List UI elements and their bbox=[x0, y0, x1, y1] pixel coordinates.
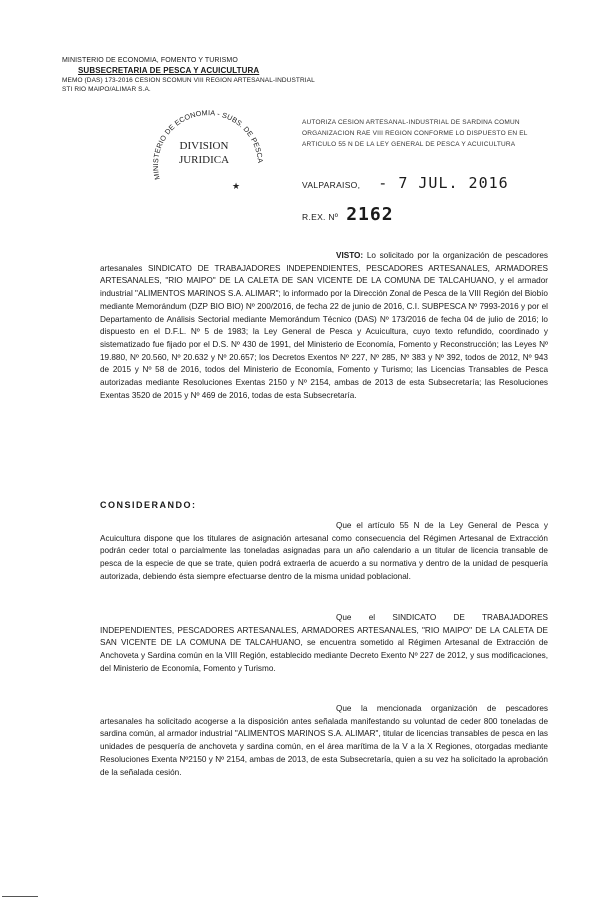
resolution-subject: AUTORIZA CESION ARTESANAL-INDUSTRIAL DE SARDINA COMUN ORGANIZACION RAE VIII REGION CONFORME LO DISPUESTO EN EL ARTICULO 55 N DE LA LEY GENERAL DE PESCA Y ACUICULTURA bbox=[302, 119, 528, 148]
subsecretaria-name: SUBSECRETARIA DE PESCA Y ACUICULTURA bbox=[78, 66, 260, 75]
ministry-name: MINISTERIO DE ECONOMIA, FOMENTO Y TURISMO bbox=[62, 57, 238, 64]
visto-text: Lo solicitado por la organización de pescadores artesanales SINDICATO DE TRABAJADORES INDEPENDIENTES, PESCADORES ARTESANALES, ARMADORES ARTESANALES, "RIO MAIPO" DE LA CALETA DE SAN VICENTE DE LA COMUNA DE TALCAHUANO, y el armador industrial "ALIMENTOS MARINOS S.A. ALIMAR"; lo informado por la Dirección Zonal de Pesca de la VIII Región del Biobío mediante Memorándum (DZP BIO BIO) Nº 200/2016, de fecha 22 de junio de 2016, C.I. SUBPESCA Nº 7993-2016 y por el Departamento de Análisis Sectorial mediante Memorándum Técnico (DAS) Nº 173/2016 de fecha 04 de julio de 2016; lo dispuesto en el D.F.L. Nº 5 de 1983; la Ley General de Pesca y Acuicultura, cuyo texto refundido, coordinado y sistematizado fue fijado por el D.S. Nº 430 de 1991, del Ministerio de Economía, Fomento y Reconstrucción; las Leyes Nº 19.880, Nº 20.560, Nº 20.632 y Nº 20.657; los Decretos Exentos Nº 227, Nº 285, Nº 383 y Nº 392, todos de 2012, Nº 943 de 2015 y Nº 58 de 2016, todos del Ministerio de Economía, Fomento y Turismo; las Licencias Transables de Pesca autorizadas mediante Resoluciones Exentas 2150 y Nº 2154, ambas de 2013 de esta Subsecretaría; las Resoluciones Exentas 3520 de 2015 y Nº 469 de 2016, todas de esta Subsecretaría. bbox=[100, 251, 548, 400]
considerando-heading: CONSIDERANDO: bbox=[100, 500, 197, 510]
resolution-number: 2162 bbox=[346, 204, 394, 225]
memo-reference-line2: STI RIO MAIPO/ALIMAR S.A. bbox=[62, 86, 151, 93]
resolution-number-line bbox=[302, 204, 394, 225]
date-city: VALPARAISO, bbox=[302, 180, 361, 190]
stamp-arc-text: MINISTERIO DE ECONOMIA - SUBS. DE PESCA bbox=[150, 108, 266, 181]
memo-reference: MEMO (DAS) 173-2016 CESION SCOMUN VIII REGION ARTESANAL-INDUSTRIAL bbox=[62, 77, 315, 84]
date-stamp: - 7 JUL. 2016 bbox=[378, 174, 509, 192]
stamp-line-juridica: JURIDICA bbox=[178, 154, 230, 166]
resolution-label: R.EX. Nº bbox=[302, 212, 339, 222]
division-juridica-stamp bbox=[140, 103, 272, 195]
footer-rule bbox=[2, 896, 38, 897]
stamp-seal bbox=[140, 103, 272, 195]
visto-paragraph bbox=[100, 250, 548, 402]
considerando-paragraph-3: Que la mencionada organización de pescadores artesanales ha solicitado acogerse a la disposición antes señalada manifestando su voluntad de ceder 800 toneladas de sardina común, al armador industrial "ALIMENTOS MARINOS S.A. ALIMAR", titular de licencias transables de pesca en las unidades de pesquería de anchoveta y sardina común, en el área marítima de la V a la X Regiones, otorgadas mediante Resoluciones Exenta Nº2150 y Nº 2154, ambas de 2013, de esta Subsecretaría, quien a su vez ha solicitado la aprobación de la señalada cesión. bbox=[100, 704, 548, 777]
star-icon: ★ bbox=[231, 182, 241, 192]
date-line bbox=[302, 174, 509, 192]
considerando-paragraph-1: Que el artículo 55 N de la Ley General de Pesca y Acuicultura dispone que los titulares de asignación artesanal como consecuencia del Régimen Artesanal de Extracción podrán ceder total o parcialmente las toneladas asignadas para un año calendario a un titular de licencia transable de pesca de la especie de que se trate, quien podrá extraerla de acuerdo a su normativa y dentro de la unidad de pesquería autorizada, debiendo ésta siempre efectuarse dentro de la misma unidad poblacional. bbox=[100, 521, 548, 581]
considerando-paragraph-2: Que el SINDICATO DE TRABAJADORES INDEPENDIENTES, PESCADORES ARTESANALES, ARMADORES ARTESANALES, "RIO MAIPO" DE LA CALETA DE SAN VICENTE DE LA COMUNA DE TALCAHUANO, se encuentra sometido al Régimen Artesanal de Extracción de Anchoveta y Sardina común en la VIII Región, establecido mediante Decreto Exento Nº 227 de 2012, y sus modificaciones, del Ministerio de Economía, Fomento y Turismo. bbox=[100, 613, 548, 673]
letterhead bbox=[62, 56, 362, 94]
visto-heading: VISTO: bbox=[336, 251, 364, 260]
stamp-line-division: DIVISION bbox=[179, 140, 229, 152]
